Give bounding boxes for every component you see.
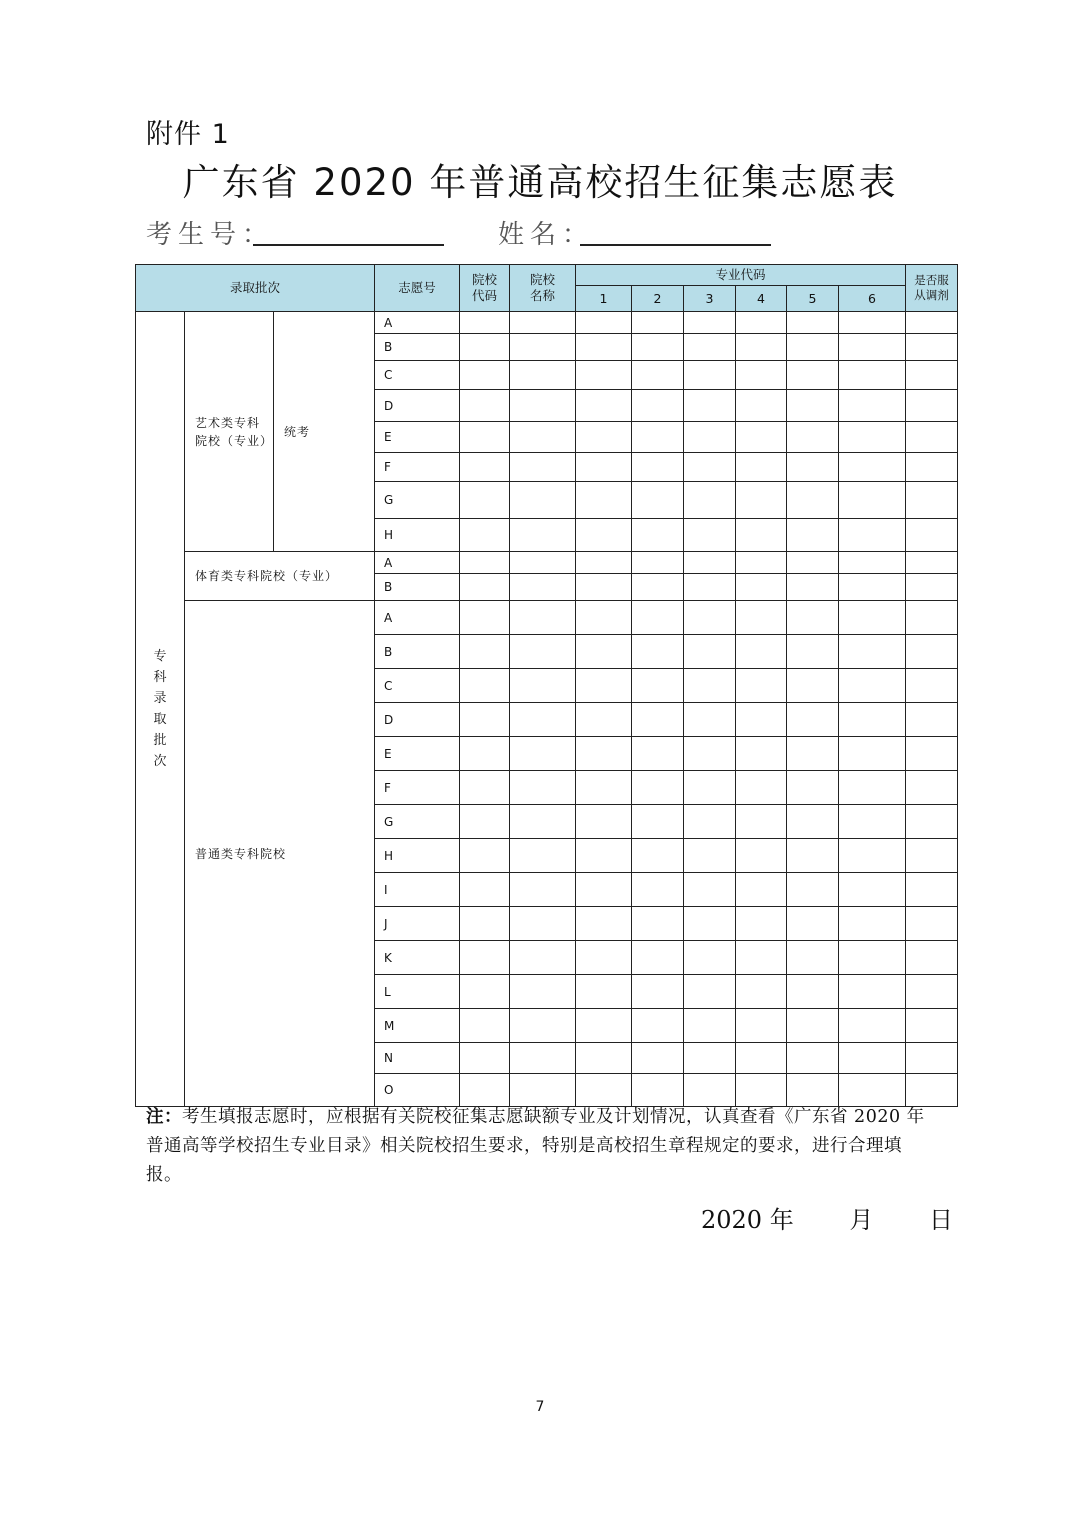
general-major-6-cell-14[interactable]	[839, 1074, 906, 1107]
general-major-5-cell-4[interactable]	[787, 737, 839, 771]
date-year: 2020	[701, 1206, 763, 1234]
art-major-5-cell-6[interactable]	[787, 482, 839, 519]
general-major-1-cell-2[interactable]	[576, 669, 632, 703]
name-field[interactable]	[580, 244, 771, 246]
general-school-name-cell-12[interactable]	[510, 1009, 576, 1043]
art-school-name-cell-0[interactable]	[510, 312, 576, 334]
art-major-4-cell-3[interactable]	[736, 390, 787, 422]
general-major-3-cell-4[interactable]	[684, 737, 736, 771]
header-major-4: 4	[736, 286, 787, 312]
choice-letter: D	[375, 703, 460, 737]
general-obey-adjust-cell-6[interactable]	[906, 805, 958, 839]
art-major-2-cell-5[interactable]	[632, 453, 684, 482]
sports-group-label: 体育类专科院校（专业）	[185, 552, 375, 601]
general-major-2-cell-10[interactable]	[632, 941, 684, 975]
general-obey-adjust-cell-8[interactable]	[906, 873, 958, 907]
header-major-6: 6	[839, 286, 906, 312]
art-major-3-cell-5[interactable]	[684, 453, 736, 482]
art-major-6-cell-3[interactable]	[839, 390, 906, 422]
general-school-code-cell-0[interactable]	[460, 601, 510, 635]
sports-major-5-cell-0[interactable]	[787, 552, 839, 574]
art-obey-adjust-cell-1[interactable]	[906, 334, 958, 361]
general-major-5-cell-3[interactable]	[787, 703, 839, 737]
art-major-4-cell-4[interactable]	[736, 422, 787, 453]
general-major-6-cell-6[interactable]	[839, 805, 906, 839]
general-major-5-cell-12[interactable]	[787, 1009, 839, 1043]
header-school-name: 院校名称	[510, 265, 576, 312]
header-major-5: 5	[787, 286, 839, 312]
sports-school-name-cell-1[interactable]	[510, 574, 576, 601]
general-school-name-cell-9[interactable]	[510, 907, 576, 941]
art-obey-adjust-cell-7[interactable]	[906, 519, 958, 552]
general-school-code-cell-4[interactable]	[460, 737, 510, 771]
general-major-3-cell-3[interactable]	[684, 703, 736, 737]
art-major-4-cell-6[interactable]	[736, 482, 787, 519]
general-school-name-cell-14[interactable]	[510, 1074, 576, 1107]
general-major-2-cell-3[interactable]	[632, 703, 684, 737]
art-major-1-cell-0[interactable]	[576, 312, 632, 334]
general-school-code-cell-11[interactable]	[460, 975, 510, 1009]
art-major-6-cell-0[interactable]	[839, 312, 906, 334]
general-major-4-cell-0[interactable]	[736, 601, 787, 635]
choice-letter: C	[375, 669, 460, 703]
general-school-code-cell-9[interactable]	[460, 907, 510, 941]
art-major-5-cell-7[interactable]	[787, 519, 839, 552]
art-major-3-cell-2[interactable]	[684, 361, 736, 390]
general-major-3-cell-7[interactable]	[684, 839, 736, 873]
header-batch: 录取批次	[136, 265, 375, 312]
choice-letter: J	[375, 907, 460, 941]
sports-major-6-cell-1[interactable]	[839, 574, 906, 601]
general-major-5-cell-1[interactable]	[787, 635, 839, 669]
sports-school-code-cell-0[interactable]	[460, 552, 510, 574]
general-major-4-cell-9[interactable]	[736, 907, 787, 941]
art-major-2-cell-2[interactable]	[632, 361, 684, 390]
art-major-6-cell-1[interactable]	[839, 334, 906, 361]
general-school-name-cell-8[interactable]	[510, 873, 576, 907]
choice-letter: C	[375, 361, 460, 390]
general-major-1-cell-4[interactable]	[576, 737, 632, 771]
art-major-2-cell-7[interactable]	[632, 519, 684, 552]
form-title: 广东省 2020 年普通高校招生征集志愿表	[182, 161, 898, 204]
art-major-1-cell-4[interactable]	[576, 422, 632, 453]
general-major-2-cell-5[interactable]	[632, 771, 684, 805]
art-major-4-cell-0[interactable]	[736, 312, 787, 334]
general-major-3-cell-9[interactable]	[684, 907, 736, 941]
general-major-2-cell-14[interactable]	[632, 1074, 684, 1107]
table-body	[136, 312, 958, 1107]
general-major-3-cell-13[interactable]	[684, 1043, 736, 1074]
sports-major-4-cell-1[interactable]	[736, 574, 787, 601]
general-obey-adjust-cell-12[interactable]	[906, 1009, 958, 1043]
art-major-3-cell-4[interactable]	[684, 422, 736, 453]
art-major-6-cell-7[interactable]	[839, 519, 906, 552]
art-major-5-cell-2[interactable]	[787, 361, 839, 390]
general-school-code-cell-1[interactable]	[460, 635, 510, 669]
general-major-1-cell-3[interactable]	[576, 703, 632, 737]
sports-major-4-cell-0[interactable]	[736, 552, 787, 574]
art-obey-adjust-cell-0[interactable]	[906, 312, 958, 334]
choice-letter: G	[375, 805, 460, 839]
choice-letter: N	[375, 1043, 460, 1074]
choice-letter: E	[375, 422, 460, 453]
general-major-3-cell-6[interactable]	[684, 805, 736, 839]
general-major-5-cell-6[interactable]	[787, 805, 839, 839]
general-major-4-cell-11[interactable]	[736, 975, 787, 1009]
general-school-name-cell-4[interactable]	[510, 737, 576, 771]
general-school-code-cell-7[interactable]	[460, 839, 510, 873]
general-major-2-cell-1[interactable]	[632, 635, 684, 669]
note-text: 考生填报志愿时，应根据有关院校征集志愿缺额专业及计划情况，认真查看《广东省 2020 年普通高等学校招生专业目录》相关院校招生要求，特别是高校招生章程规定的要求，进行合理填报。	[146, 1107, 925, 1185]
art-major-4-cell-1[interactable]	[736, 334, 787, 361]
attachment-label: 附件 1	[146, 119, 230, 150]
general-school-code-cell-3[interactable]	[460, 703, 510, 737]
art-group-label: 艺术类专科院校（专业）	[185, 312, 274, 552]
general-major-2-cell-2[interactable]	[632, 669, 684, 703]
table-row	[136, 312, 958, 334]
general-major-2-cell-9[interactable]	[632, 907, 684, 941]
table-row	[136, 552, 958, 574]
page-number: 7	[535, 1399, 545, 1415]
date-year-unit: 年	[769, 1206, 794, 1234]
general-major-1-cell-6[interactable]	[576, 805, 632, 839]
general-major-5-cell-5[interactable]	[787, 771, 839, 805]
choice-letter: B	[375, 635, 460, 669]
art-major-1-cell-7[interactable]	[576, 519, 632, 552]
general-major-6-cell-13[interactable]	[839, 1043, 906, 1074]
date-day-unit: 日	[929, 1206, 953, 1234]
general-major-4-cell-3[interactable]	[736, 703, 787, 737]
general-major-2-cell-6[interactable]	[632, 805, 684, 839]
art-major-2-cell-4[interactable]	[632, 422, 684, 453]
general-obey-adjust-cell-5[interactable]	[906, 771, 958, 805]
general-major-3-cell-11[interactable]	[684, 975, 736, 1009]
general-obey-adjust-cell-4[interactable]	[906, 737, 958, 771]
general-school-name-cell-2[interactable]	[510, 669, 576, 703]
art-major-6-cell-4[interactable]	[839, 422, 906, 453]
general-school-name-cell-6[interactable]	[510, 805, 576, 839]
choice-letter: I	[375, 873, 460, 907]
general-obey-adjust-cell-1[interactable]	[906, 635, 958, 669]
general-major-1-cell-13[interactable]	[576, 1043, 632, 1074]
sports-major-1-cell-1[interactable]	[576, 574, 632, 601]
general-major-1-cell-9[interactable]	[576, 907, 632, 941]
general-obey-adjust-cell-2[interactable]	[906, 669, 958, 703]
general-major-3-cell-10[interactable]	[684, 941, 736, 975]
general-major-6-cell-7[interactable]	[839, 839, 906, 873]
choice-letter: A	[375, 312, 460, 334]
sports-major-3-cell-0[interactable]	[684, 552, 736, 574]
header-obey-adjust: 是否服从调剂	[906, 265, 958, 312]
general-major-4-cell-13[interactable]	[736, 1043, 787, 1074]
choice-letter: A	[375, 601, 460, 635]
general-major-2-cell-8[interactable]	[632, 873, 684, 907]
sports-major-3-cell-1[interactable]	[684, 574, 736, 601]
header-major-code: 专业代码	[576, 265, 906, 286]
general-major-2-cell-12[interactable]	[632, 1009, 684, 1043]
art-school-code-cell-3[interactable]	[460, 390, 510, 422]
date-line	[701, 1200, 953, 1235]
choice-letter: A	[375, 552, 460, 574]
header-choice-no: 志愿号	[375, 265, 460, 312]
general-major-4-cell-8[interactable]	[736, 873, 787, 907]
art-major-4-cell-7[interactable]	[736, 519, 787, 552]
general-major-3-cell-8[interactable]	[684, 873, 736, 907]
general-major-2-cell-7[interactable]	[632, 839, 684, 873]
general-school-code-cell-2[interactable]	[460, 669, 510, 703]
art-school-code-cell-0[interactable]	[460, 312, 510, 334]
general-school-code-cell-10[interactable]	[460, 941, 510, 975]
general-major-6-cell-12[interactable]	[839, 1009, 906, 1043]
batch-cell	[136, 312, 185, 1107]
general-major-6-cell-3[interactable]	[839, 703, 906, 737]
art-major-1-cell-2[interactable]	[576, 361, 632, 390]
general-school-name-cell-13[interactable]	[510, 1043, 576, 1074]
general-major-6-cell-4[interactable]	[839, 737, 906, 771]
art-major-5-cell-1[interactable]	[787, 334, 839, 361]
art-major-1-cell-6[interactable]	[576, 482, 632, 519]
general-major-4-cell-4[interactable]	[736, 737, 787, 771]
choice-letter: L	[375, 975, 460, 1009]
general-major-1-cell-5[interactable]	[576, 771, 632, 805]
general-obey-adjust-cell-13[interactable]	[906, 1043, 958, 1074]
art-major-2-cell-3[interactable]	[632, 390, 684, 422]
choice-letter: F	[375, 771, 460, 805]
art-major-5-cell-5[interactable]	[787, 453, 839, 482]
general-school-name-cell-1[interactable]	[510, 635, 576, 669]
art-major-4-cell-5[interactable]	[736, 453, 787, 482]
general-school-name-cell-10[interactable]	[510, 941, 576, 975]
art-major-1-cell-1[interactable]	[576, 334, 632, 361]
choice-letter: B	[375, 574, 460, 601]
art-school-code-cell-6[interactable]	[460, 482, 510, 519]
art-school-code-cell-4[interactable]	[460, 422, 510, 453]
art-school-name-cell-5[interactable]	[510, 453, 576, 482]
general-major-1-cell-11[interactable]	[576, 975, 632, 1009]
general-major-6-cell-0[interactable]	[839, 601, 906, 635]
art-major-3-cell-1[interactable]	[684, 334, 736, 361]
art-obey-adjust-cell-3[interactable]	[906, 390, 958, 422]
art-major-5-cell-4[interactable]	[787, 422, 839, 453]
art-school-name-cell-7[interactable]	[510, 519, 576, 552]
note-prefix: 注：	[146, 1107, 182, 1127]
general-obey-adjust-cell-3[interactable]	[906, 703, 958, 737]
general-school-name-cell-3[interactable]	[510, 703, 576, 737]
general-school-code-cell-5[interactable]	[460, 771, 510, 805]
art-major-3-cell-6[interactable]	[684, 482, 736, 519]
general-school-code-cell-14[interactable]	[460, 1074, 510, 1107]
general-major-6-cell-11[interactable]	[839, 975, 906, 1009]
header-school-code: 院校代码	[460, 265, 510, 312]
general-obey-adjust-cell-14[interactable]	[906, 1074, 958, 1107]
choice-letter: O	[375, 1074, 460, 1107]
choice-letter: D	[375, 390, 460, 422]
general-major-2-cell-4[interactable]	[632, 737, 684, 771]
general-major-6-cell-5[interactable]	[839, 771, 906, 805]
art-major-3-cell-7[interactable]	[684, 519, 736, 552]
general-major-5-cell-14[interactable]	[787, 1074, 839, 1107]
general-major-1-cell-0[interactable]	[576, 601, 632, 635]
general-major-6-cell-9[interactable]	[839, 907, 906, 941]
choice-letter: E	[375, 737, 460, 771]
exam-number-field[interactable]	[253, 244, 444, 246]
general-major-3-cell-2[interactable]	[684, 669, 736, 703]
general-major-1-cell-8[interactable]	[576, 873, 632, 907]
sports-major-2-cell-1[interactable]	[632, 574, 684, 601]
art-major-2-cell-0[interactable]	[632, 312, 684, 334]
general-major-3-cell-1[interactable]	[684, 635, 736, 669]
sports-major-6-cell-0[interactable]	[839, 552, 906, 574]
general-obey-adjust-cell-11[interactable]	[906, 975, 958, 1009]
general-major-3-cell-12[interactable]	[684, 1009, 736, 1043]
sports-major-2-cell-0[interactable]	[632, 552, 684, 574]
general-major-1-cell-14[interactable]	[576, 1074, 632, 1107]
general-major-3-cell-14[interactable]	[684, 1074, 736, 1107]
art-obey-adjust-cell-6[interactable]	[906, 482, 958, 519]
date-month-unit: 月	[849, 1206, 874, 1234]
art-school-name-cell-6[interactable]	[510, 482, 576, 519]
general-major-6-cell-2[interactable]	[839, 669, 906, 703]
general-major-4-cell-1[interactable]	[736, 635, 787, 669]
art-major-1-cell-5[interactable]	[576, 453, 632, 482]
art-school-name-cell-2[interactable]	[510, 361, 576, 390]
general-obey-adjust-cell-0[interactable]	[906, 601, 958, 635]
choice-letter: M	[375, 1009, 460, 1043]
general-major-2-cell-0[interactable]	[632, 601, 684, 635]
art-major-4-cell-2[interactable]	[736, 361, 787, 390]
general-major-1-cell-7[interactable]	[576, 839, 632, 873]
general-major-4-cell-14[interactable]	[736, 1074, 787, 1107]
name-label: 姓名：	[498, 220, 595, 250]
sports-major-1-cell-0[interactable]	[576, 552, 632, 574]
art-major-1-cell-3[interactable]	[576, 390, 632, 422]
table-row	[136, 601, 958, 635]
general-major-4-cell-10[interactable]	[736, 941, 787, 975]
general-major-5-cell-11[interactable]	[787, 975, 839, 1009]
general-major-4-cell-6[interactable]	[736, 805, 787, 839]
general-major-6-cell-8[interactable]	[839, 873, 906, 907]
art-major-3-cell-0[interactable]	[684, 312, 736, 334]
general-school-name-cell-0[interactable]	[510, 601, 576, 635]
general-major-5-cell-9[interactable]	[787, 907, 839, 941]
general-major-5-cell-0[interactable]	[787, 601, 839, 635]
general-major-3-cell-0[interactable]	[684, 601, 736, 635]
sports-school-code-cell-1[interactable]	[460, 574, 510, 601]
art-major-2-cell-6[interactable]	[632, 482, 684, 519]
general-major-1-cell-1[interactable]	[576, 635, 632, 669]
art-obey-adjust-cell-5[interactable]	[906, 453, 958, 482]
choice-letter: G	[375, 482, 460, 519]
art-school-code-cell-1[interactable]	[460, 334, 510, 361]
choice-letter: H	[375, 839, 460, 873]
general-major-6-cell-1[interactable]	[839, 635, 906, 669]
general-major-6-cell-10[interactable]	[839, 941, 906, 975]
choice-letter: K	[375, 941, 460, 975]
art-major-6-cell-5[interactable]	[839, 453, 906, 482]
art-school-name-cell-3[interactable]	[510, 390, 576, 422]
choice-letter: H	[375, 519, 460, 552]
art-major-3-cell-3[interactable]	[684, 390, 736, 422]
general-group-label: 普通类专科院校	[185, 601, 375, 1107]
header-major-2: 2	[632, 286, 684, 312]
general-major-4-cell-2[interactable]	[736, 669, 787, 703]
note	[146, 1103, 936, 1190]
art-school-code-cell-7[interactable]	[460, 519, 510, 552]
art-major-6-cell-2[interactable]	[839, 361, 906, 390]
choice-letter: F	[375, 453, 460, 482]
art-major-2-cell-1[interactable]	[632, 334, 684, 361]
art-school-name-cell-4[interactable]	[510, 422, 576, 453]
general-obey-adjust-cell-7[interactable]	[906, 839, 958, 873]
general-school-name-cell-11[interactable]	[510, 975, 576, 1009]
application-table	[135, 264, 958, 1107]
general-school-code-cell-8[interactable]	[460, 873, 510, 907]
art-major-5-cell-3[interactable]	[787, 390, 839, 422]
general-major-4-cell-5[interactable]	[736, 771, 787, 805]
general-school-code-cell-6[interactable]	[460, 805, 510, 839]
art-major-5-cell-0[interactable]	[787, 312, 839, 334]
general-major-4-cell-12[interactable]	[736, 1009, 787, 1043]
general-major-5-cell-13[interactable]	[787, 1043, 839, 1074]
general-major-4-cell-7[interactable]	[736, 839, 787, 873]
general-obey-adjust-cell-9[interactable]	[906, 907, 958, 941]
sports-obey-adjust-cell-0[interactable]	[906, 552, 958, 574]
general-school-name-cell-7[interactable]	[510, 839, 576, 873]
batch-label: 专科录取批次	[153, 649, 167, 769]
art-obey-adjust-cell-2[interactable]	[906, 361, 958, 390]
general-major-2-cell-11[interactable]	[632, 975, 684, 1009]
general-school-code-cell-12[interactable]	[460, 1009, 510, 1043]
art-school-code-cell-2[interactable]	[460, 361, 510, 390]
art-school-code-cell-5[interactable]	[460, 453, 510, 482]
sports-school-name-cell-0[interactable]	[510, 552, 576, 574]
general-obey-adjust-cell-10[interactable]	[906, 941, 958, 975]
general-major-2-cell-13[interactable]	[632, 1043, 684, 1074]
art-sub-label: 统考	[274, 312, 375, 552]
choice-letter: B	[375, 334, 460, 361]
art-obey-adjust-cell-4[interactable]	[906, 422, 958, 453]
general-school-code-cell-13[interactable]	[460, 1043, 510, 1074]
general-major-1-cell-10[interactable]	[576, 941, 632, 975]
art-major-6-cell-6[interactable]	[839, 482, 906, 519]
exam-number-label: 考生号：	[146, 220, 275, 250]
sports-obey-adjust-cell-1[interactable]	[906, 574, 958, 601]
general-major-5-cell-2[interactable]	[787, 669, 839, 703]
general-major-5-cell-8[interactable]	[787, 873, 839, 907]
general-major-1-cell-12[interactable]	[576, 1009, 632, 1043]
header-major-3: 3	[684, 286, 736, 312]
sports-major-5-cell-1[interactable]	[787, 574, 839, 601]
art-school-name-cell-1[interactable]	[510, 334, 576, 361]
general-school-name-cell-5[interactable]	[510, 771, 576, 805]
general-major-5-cell-7[interactable]	[787, 839, 839, 873]
header-major-1: 1	[576, 286, 632, 312]
general-major-5-cell-10[interactable]	[787, 941, 839, 975]
general-major-3-cell-5[interactable]	[684, 771, 736, 805]
